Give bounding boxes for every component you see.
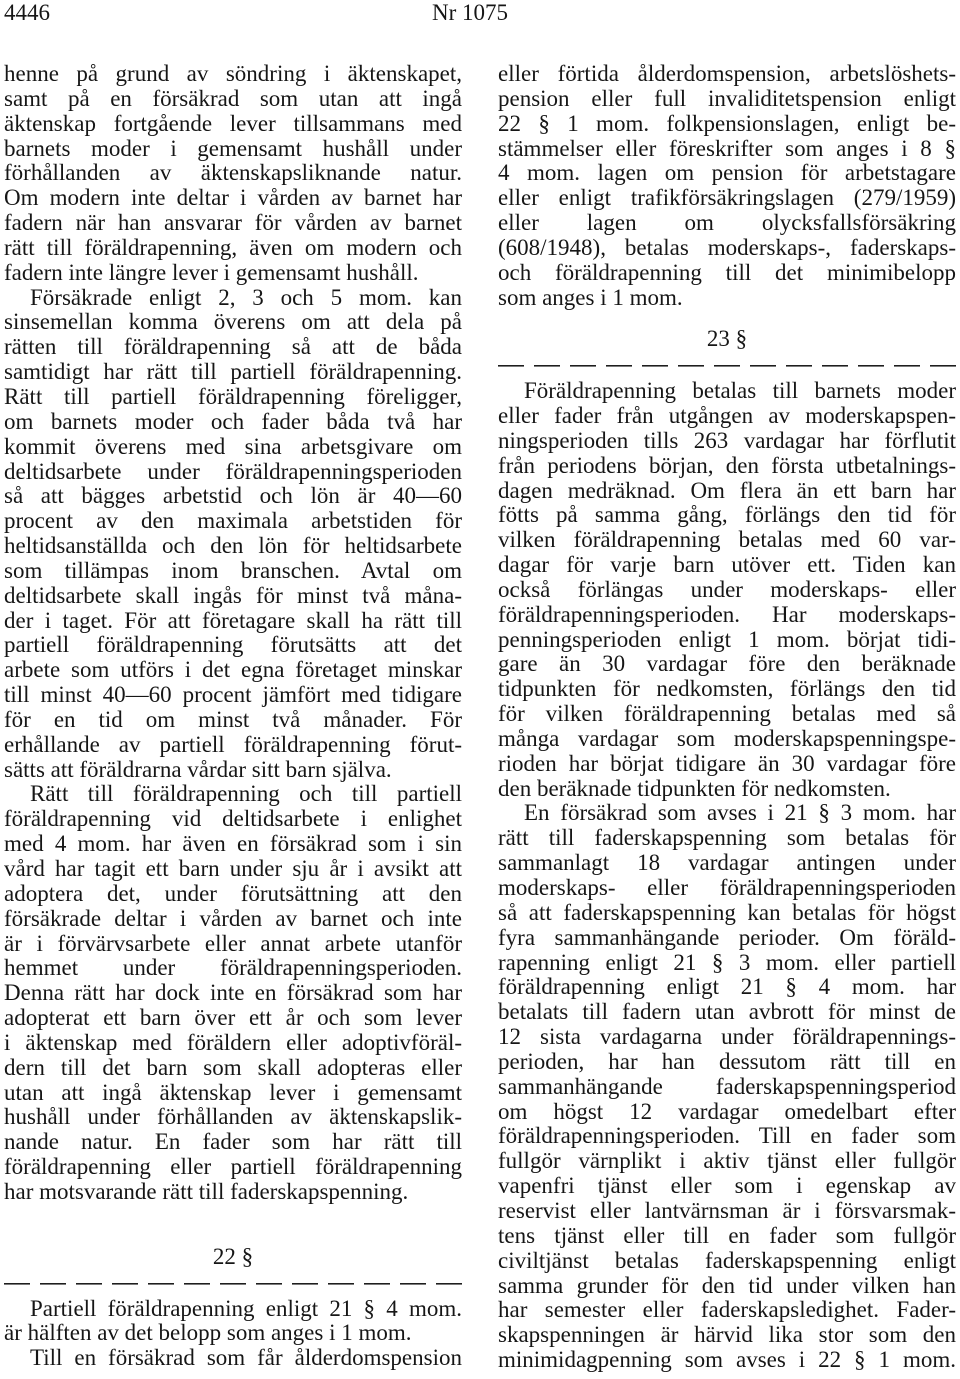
text-line: för en tid om minst två månader. För [4, 707, 462, 732]
text-line: Rätt till partiell föräldrapenning föreligger, [4, 384, 462, 409]
text-line: barnets moder i gemensamt hushåll under [4, 136, 462, 161]
text-line: fötts på samma gång, förlängs den tid för [498, 503, 956, 528]
text-line: dagar för varje barn utöver ett. Tiden kan [498, 553, 956, 578]
text-line: samt på en försäkrad som utan att ingå [4, 86, 462, 111]
text-line: Denna rätt har dock inte en försäkrad som har [4, 981, 462, 1006]
text-line: också förlängas under moderskaps- eller [498, 577, 956, 602]
text-line: heltidsanställda och den lön för heltidsarbete [4, 534, 462, 559]
text-line: partiell föräldrapenning förutsätts att det [4, 633, 462, 658]
text-line: samtidigt har rätt till partiell föräldrapenning. [4, 360, 462, 385]
text-column-right [498, 62, 956, 1373]
section [498, 327, 956, 377]
text-line: arbete som utförs i det egna företaget minskar [4, 658, 462, 683]
text-line: skapspenningen är härvid lika stor som den [498, 1323, 956, 1348]
text-line: eller lagen om olycksfallsförsäkring [498, 211, 956, 236]
text-line: henne på grund av söndring i äktenskapet, [4, 62, 462, 86]
text-line: föräldrapenningsperioden. Har moderskaps- [498, 602, 956, 627]
text-line: fadern när han ansvarar för vården av barnet [4, 211, 462, 236]
text-line: föräldrapenning eller partiell föräldrapenning [4, 1155, 462, 1180]
text-line: Föräldrapenning betalas till barnets moder [524, 379, 956, 404]
text-line: Till en försäkrad som får ålderdomspension [30, 1346, 462, 1371]
text-line: som anges i 1 mom. [498, 285, 683, 310]
text-line: vård har tagit ett barn under sju år i avsikt att [4, 857, 462, 881]
text-line: betalats till fadern utan avbrott för minst de [498, 1000, 956, 1025]
paragraph [4, 782, 462, 1204]
text-line: penningsperioden enligt 1 mom. börjat tidi- [498, 627, 956, 652]
text-line: så att faderskapspenning kan betalas för högst [498, 900, 956, 925]
text-line: Rätt till föräldrapenning och till partiell [30, 782, 462, 807]
text-line: eller enligt trafikförsäkringslagen (279/1959) [498, 186, 956, 211]
text-line: adoptera det, under förutsättning att den [4, 881, 462, 906]
text-line: dern till det barn som skall adopteras eller [4, 1055, 462, 1080]
paragraph [498, 379, 956, 801]
text-line: sinsemellan komma överens om att dela på [4, 310, 462, 335]
text-line: Försäkrade enligt 2, 3 och 5 mom. kan [30, 285, 462, 310]
text-line: kommit överens med sina arbetsgivare om [4, 434, 462, 459]
text-line: 12 sista vardagarna under föräldrapennings- [498, 1025, 956, 1050]
section-heading: 22 § [212, 1243, 254, 1269]
text-line: så att bägges arbetstid och lön är 40—60 [4, 484, 462, 509]
text-line: deltidsarbete skall ingås för minst två måna- [4, 583, 462, 608]
text-line: är hälften av det belopp som anges i 1 mom. [4, 1321, 412, 1346]
paragraph [498, 801, 956, 1372]
text-column-left [4, 62, 462, 1371]
text-line: gare än 30 vardagar före den beräknade [498, 652, 956, 677]
text-line: tens tjänst eller till en fader som fullgör [498, 1223, 956, 1248]
section-heading: 23 § [706, 326, 748, 352]
text-line: dagen medräknad. Om flera än ett barn har [498, 478, 956, 503]
text-line: eller fader från utgången av moderskapspen- [498, 403, 956, 428]
text-line: deltidsarbete under föräldrapenningsperioden [4, 459, 462, 484]
text-line: som tillämpas inom branschen. Avtal om [4, 558, 462, 583]
text-line: Om modern inte deltar i vården av barnet har [4, 186, 462, 211]
paragraph [4, 62, 462, 286]
omission-dashes [4, 1270, 462, 1295]
text-line: utan att ingå äktenskap lever i gemensamt [4, 1080, 462, 1105]
text-line: och föräldrapenning till det minimibelopp [498, 260, 956, 285]
text-line: pension eller full invaliditetspension enligt [498, 86, 956, 111]
text-line: till minst 40—60 procent jämfört med tidigare [4, 683, 462, 708]
text-line: sammanlagt 18 vardagar antingen under [498, 851, 956, 876]
text-line: många vardagar som moderskapspenningspe- [498, 726, 956, 751]
text-line: har motsvarande rätt till faderskapspenning. [4, 1179, 409, 1204]
section [4, 1245, 462, 1295]
text-line: minimidagpenning som avses i 22 § 1 mom. [498, 1348, 956, 1373]
text-line: fadern inte längre lever i gemensamt hushåll. [4, 260, 419, 285]
text-line: föräldrapenning enligt 21 § 4 mom. har [498, 975, 956, 1000]
text-line: Partiell föräldrapenning enligt 21 § 4 mom. [30, 1296, 462, 1321]
text-line: är i förvärvsarbete eller annat arbete utanför [4, 931, 462, 956]
text-line: rioden har börjat tidigare än 30 vardagar före [498, 751, 956, 776]
text-line: der i taget. För att företagare skall ha rätt till [4, 608, 462, 633]
text-line: har semester eller faderskapsledighet. Fader- [498, 1298, 956, 1323]
text-line: vilken föräldrapenning betalas med 60 var- [498, 528, 956, 553]
paragraph [4, 1297, 462, 1347]
text-line: fullgör värnplikt i aktiv tjänst eller fullgör [498, 1149, 956, 1174]
text-line: stämmelser eller föreskrifter som anges i 8 § [498, 136, 956, 161]
text-line: reservist eller lantvärnsman är i försvarsmak- [498, 1198, 956, 1223]
text-line: (608/1948), betalas moderskaps-, faderskaps- [498, 235, 956, 260]
text-line: sammanhängande faderskapspenningsperiod [498, 1074, 956, 1099]
text-line: samma grunder för den tid under vilken han [498, 1273, 956, 1298]
text-line: rätt till faderskapspenning som betalas för [498, 826, 956, 851]
text-line: föräldrapenningsperioden. Till en fader som [498, 1124, 956, 1149]
text-line: tidpunkten för nedkomsten, förlängs den tid [498, 677, 956, 702]
text-line: fyra sammanhängande perioder. Om föräld- [498, 925, 956, 950]
text-line: i äktenskap med föräldern eller adoptivföräl- [4, 1030, 462, 1055]
text-line: vapenfri tjänst eller som i egenskap av [498, 1174, 956, 1199]
text-line: En försäkrad som avses i 21 § 3 mom. har [524, 801, 956, 826]
text-line: nande natur. En fader som har rätt till [4, 1130, 462, 1155]
text-line: den beräknade tidpunkten för nedkomsten. [498, 776, 891, 801]
text-line: från periodens början, den första utbetalnings- [498, 453, 956, 478]
text-line: försäkrade deltar i vården av barnet och inte [4, 906, 462, 931]
paragraph [4, 1346, 462, 1371]
text-line: erhållande av partiell föräldrapenning förut- [4, 732, 462, 757]
text-line: rapenning enligt 21 § 3 mom. eller partiell [498, 950, 956, 975]
text-line: rätten till föräldrapenning så att de båda [4, 335, 462, 360]
text-line: 4 mom. lagen om pension för arbetstagare [498, 161, 956, 186]
paragraph [4, 286, 462, 783]
text-line: om barnets moder och fader båda två har [4, 409, 462, 434]
text-line: procent av den maximala arbetstiden för [4, 509, 462, 534]
text-line: föräldrapenning vid deltidsarbete i enlighet [4, 807, 462, 832]
text-line: förhållanden av äktenskapsliknande natur. [4, 161, 462, 186]
omission-dashes [498, 352, 956, 377]
text-line: för vilken föräldrapenning betalas med så [498, 702, 956, 727]
text-line: ningsperioden tills 263 vardagar har förflutit [498, 428, 956, 453]
text-line: om högst 12 vardagar omedelbart efter [498, 1099, 956, 1124]
text-line: 22 § 1 mom. folkpensionslagen, enligt be- [498, 111, 956, 136]
text-line: perioden, har han dessutom rätt till en [498, 1049, 956, 1074]
statute-number: Nr 1075 [432, 0, 509, 25]
text-line: sätts att föräldrarna vårdar sitt barn själva. [4, 757, 392, 782]
text-line: civiltjänst betalas faderskapspenning enligt [498, 1248, 956, 1273]
text-line: rätt till föräldrapenning, även om modern och [4, 235, 462, 260]
paragraph [498, 62, 956, 310]
text-line: äktenskap fortgående lever tillsammans med [4, 111, 462, 136]
text-line: adopterat ett barn över ett år och som lever [4, 1006, 462, 1031]
page-number: 4446 [4, 0, 50, 25]
text-line: moderskaps- eller föräldrapenningsperioden [498, 876, 956, 900]
text-line: hushåll under förhållanden av äktenskapslik- [4, 1105, 462, 1130]
text-line: hemmet under föräldrapenningsperioden. [4, 956, 462, 981]
text-line: eller förtida ålderdomspension, arbetslöshets- [498, 62, 956, 86]
text-line: med 4 mom. har även en försäkrad som i sin [4, 832, 462, 857]
